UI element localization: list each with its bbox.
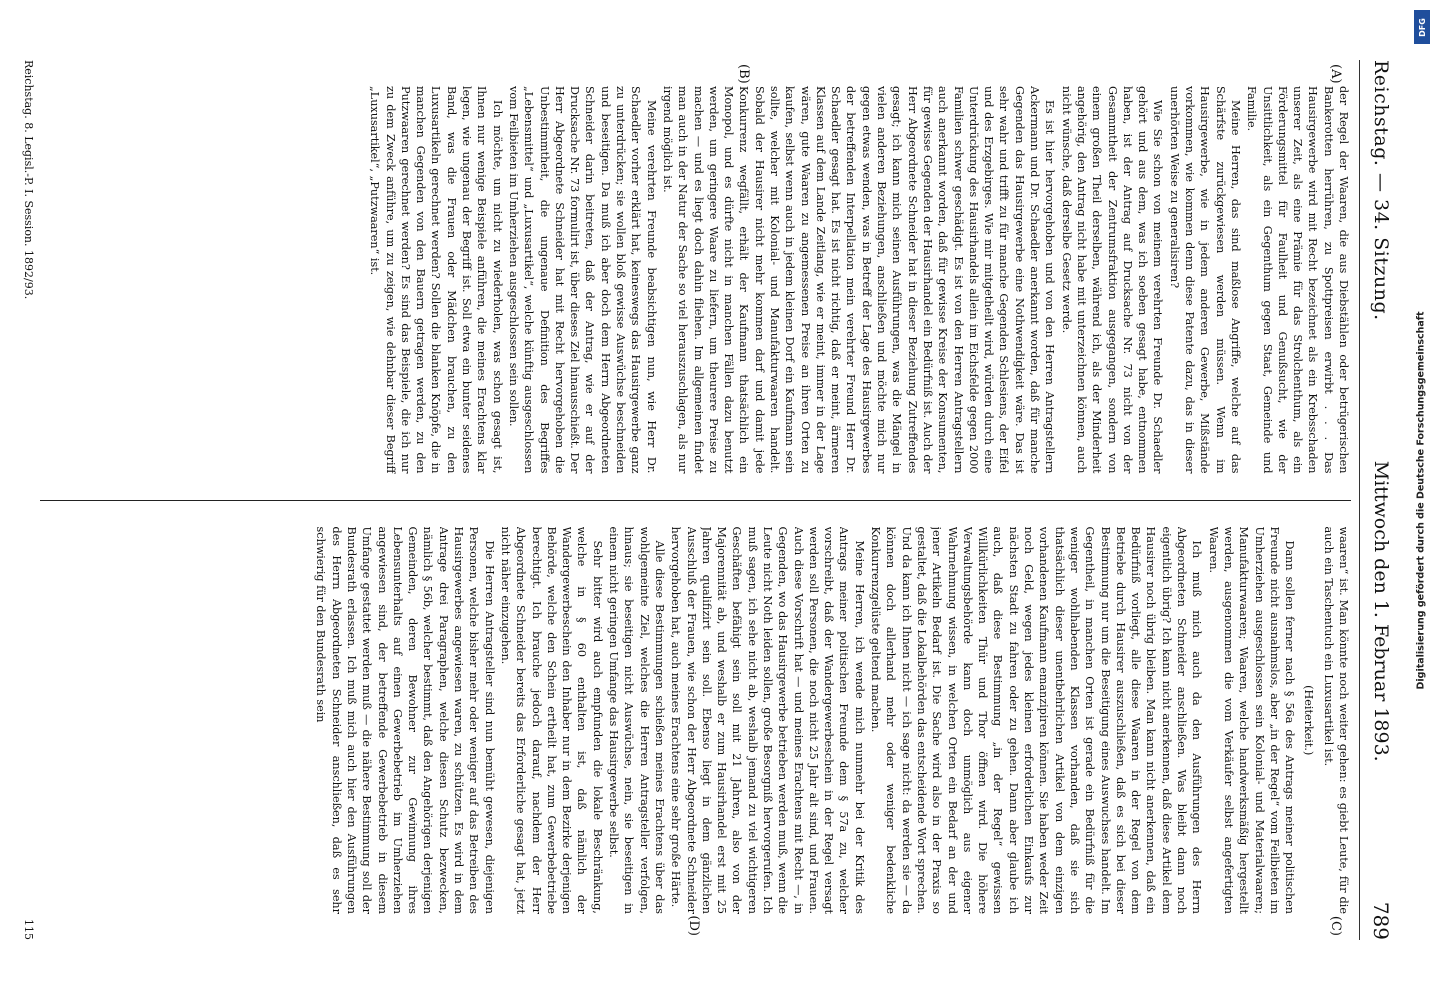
right-column <box>40 527 1351 941</box>
digitization-credit-text: Digitalisierung gefördert durch die Deutsche Forschungsgemeinschaft <box>1415 311 1427 689</box>
header-date: Mittwoch den 1. Februar 1893. <box>1370 460 1392 762</box>
paragraph: Sehr bitter wird auch empfunden die lokale Beschränkung, welche in § 60 enthalten ist, daß nämlich der Wandergewerbeschein den Inhaber nur in dem Bezirke derjenigen Behörde, welche den Schein ertheilt hat, zum Gewerbebetriebe berechtigt. Ich brauche jedoch darauf, nachdem der Herr Abgeordnete Schneider bereits das Erforderliche gesagt hat, jetzt nicht näher einzugehen. <box>498 526 604 914</box>
paragraph: der Regel der Waaren, die aus Diebstählen oder betrügerischen Bankerotten herrühren, zu Spottpreisen erwirbt . . . Das Hausirgewerbe wird mit Recht bezeichnet als ein Krebsschaden unserer Zeit, als eine Prämie für das Strolchenthum, als ein Förderungsmittel für Faulheit und Genußsucht, wie der Unsittlichkeit, als ein Gegenthum gegen Staat, Gemeinde und Familie. <box>1245 86 1350 474</box>
page-header <box>1364 60 1398 940</box>
scanned-page <box>16 20 1416 980</box>
text-columns <box>40 60 1360 940</box>
margin-marker-d: (D) <box>686 915 701 936</box>
applause-note: (Heiterkeit.) <box>1302 685 1316 756</box>
column-divider <box>40 500 1351 501</box>
paragraph: Wie Sie schon von meinem verehrten Freunde Dr. Schaedler gehört und aus dem, was ich soeben gesagt habe, entnommen haben, ist der Antrag auf Drucksache Nr. 73 nicht von der Gesammtheit der Zentrumsfraktion ausgegangen, sondern von einem großen Theil derselben, während ich, als der Minderheit angehörig, den Antrag nicht habe mit unterzeichnen können, auch nicht wünsche, daß derselbe Gesetz werde. <box>1059 86 1165 474</box>
paragraph: Ich muß mich auch da den Ausführungen des Herrn Abgeordneten Schneider anschließen. Was bleibt dann noch eigentlich übrig? Ich kann nicht anerkennen, daß diese Artikel dem Hausirer noch übrig bleiben. Man kann nicht anerkennen, daß ein Bedürfniß vorliegt, alle diese Waaren in der Regel von dem Betriebe durch Hausirer auszuschließen, daß es sich bei dieser Bestimmung nur um die Beseitigung eines Auswuchses handelt. Im Gegentheil, in manchen Orten ist gerade ein Bedürfniß für die weniger wohlhabenden Klassen vorhanden, daß sie sich thatsächlich dieser unentbehrlichen Artikel von dem einzigen vorhandenen Kaufmann emanzipiren können. Sie haben weder Zeit noch Geld, wegen jedes kleinen erforderlichen Einkaufs zur nächsten Stadt zu fahren oder zu gehen. Dann aber glaube ich auch, daß diese Bestimmung „in der Regel“ gewissen Willkürlichkeiten Thür und Thor öffnen wird. Die höhere Verwaltungsbehörde kann doch unmöglich aus eigener Wahrnehmung wissen, in welchen Orten ein Bedarf an der und jener Artikeln Bedarf ist. Die Sache wird also in der Praxis so gestaltet, daß die Lokalbehörden das entscheidende Wort sprechen. Und da kann ich Ihnen nicht — ich sage nicht: da werden sie — da können doch allerhand mehr oder weniger bedenkliche Konkurrenzgelüste geltend machen. <box>869 526 1204 914</box>
paragraph: Alle diese Bestimmungen schießen meines Erachtens über das wohlgemeinte Ziel, welches die Herren Antragsteller verfolgen, hinaus; sie beseitigen nicht Auswüchse, nein, sie beseitigen in einem nicht geringen Umfange das Hausirgewerbe selbst. <box>607 526 666 914</box>
left-column <box>40 60 1351 474</box>
digitization-credit <box>1410 0 1432 1000</box>
margin-marker-a: (A) <box>1328 64 1343 84</box>
footer-legislature: Reichstag. 8. Legisl.-P. I. Session. 1892/93. <box>22 60 35 300</box>
paragraph: Es ist hier hervorgehoben und von den Herren Antragstellern Ackermann und Dr. Schaedler anerkannt worden, daß für manche Gegenden das Hausirgewerbe eine Nothwendigkeit wäre. Das ist sehr wahr und trifft zu für manche Gegenden Schlesiens, der Eifel und des Erzgebirges. Wie mir mitgetheilt wird, würden durch eine Unterdrückung des Hausirhandels allein im Eichsfelde gegen 2000 Familien schwer geschädigt. Es ist von den Herren Antragstellern auch anerkannt worden, daß für gewisse Kreise der Konsumenten, für gewisse Gegenden der Hausirhandel ein Bedürfniß ist. Auch der Herr Abgeordnete Schneider hat in dieser Beziehung Zutreffendes gesagt; ich kann mich seinen Ausführungen, was die Mängel in vielen anderen Beziehungen, anschließen und möchte mich nur gegen etwas wenden, was in Betreff der Lage des Hausirgewerbes der betreffenden Interpellation mein verehrter Freund Herr Dr. Schaedler gesagt hat. Es ist nicht richtig, daß er meint, ärmeren Klassen auf dem Lande Zeitlang, wie er meint, immer in der Lage wären, gute Waaren zu angemessenen Preise an ihren Orten zu kaufen, selbst wenn auch in jedem kleinen Dorf ein Kaufmann sein sollte, welcher mit Kolonial- und Manufakturwaaren handelt. Sobald der Hausirer nicht mehr kommen darf und damit jede Konkurrenz wegfällt, erhält der Kaufmann thatsächlich ein Monopol, und es dürfte nicht in manchen Fällen dazu benutzt werden, um geringere Waare zu liefern, um theurere Preise zu machen — und es liegt doch dahin fliehen. Im allgemeinen findet man auch in der Natur der Sache so viel herauszuschlagen, als nur irgend möglich ist. <box>660 86 1057 474</box>
paragraph: Ich möchte, um nicht zu wiederholen, was schon gesagt ist, Ihnen nur wenige Beispiele anführen, die meines Erachtens klar legen, wie ungenau der Begriff ist. Soll etwa ein bunter seidenes Band, was die Frauen oder Mädchen brauchen, zu den Luxusartikeln gerechnet werden? Sollen die blanken Knöpfe, die in manchen Gegenden von den Bauern getragen werden, zu den Putzwaaren gerechnet werden? Es sind das Beispiele, die ich nur zu dem Zweck anführe, um zu zeigen, wie dehnbar dieser Begriff „Luxusartikel“, „Putzwaaren“ ist. <box>368 86 504 474</box>
paragraph: Die Herren Antragsteller sind nun bemüht gewesen, diejenigen Personen, welche bisher mehr oder weniger auf das Betreiben des Hausirgewerbes angewiesen waren, zu schützen. Es wird in dem Antrage drei Paragraphen, welche diesen Schutz bezwecken, nämlich § 56b, welcher bestimmt, daß den Angehörigen derjenigen Gemeinden, deren Bewohner zur Gewinnung ihres Lebensunterhalts auf einen Gewerbebetrieb im Umherziehen angewiesen sind, der betreffende Gewerbebetrieb in diesem Umfange gestattet werden muß — die nähere Bestimmung soll der Bundesrath erlassen. Ich muß mich auch hier den Ausführungen des Herrn Abgeordneten Schneider anschließen, daß es sehr schwierig für den Bundesrath sein <box>314 526 496 914</box>
dfg-logo-text: DFG <box>1417 17 1427 37</box>
margin-marker-b: (B) <box>736 64 751 84</box>
paragraph: Meine Herren, ich wende mich nunmehr bei der Kritik des Antrags meiner politischen Freunde dem § 57a zu, welcher vorschreibt, daß der Wandergewerbeschein in der Regel versagt werden soll Personen, die noch nicht 25 Jahr alt sind, und Frauen. Auch diese Vorschrift hat — und meines Erachtens mit Recht —, in Gegenden, wo das Hausirgewerbe betrieben werden muß, wenn die Leute nicht Noth leiden sollen, große Besorgniß hervorgerufen. Ich muß sagen, ich sehe nicht ab, weshalb jemand zu viel wichtigeren Geschäften befähigt sein soll mit 21 Jahren, also von der Majorennität ab, und weshalb er zum Hausirhandel erst mit 25 Jahren qualifizirt sein soll. Ebenso liegt in dem gänzlichen Ausschluß der Frauen, wie schon der Herr Abgeordnete Schneider hervorgehoben hat, auch meines Erachtens eine sehr große Härte. <box>669 526 866 914</box>
paragraph: Dann sollen ferner nach § 56a des Antrags meiner politischen Freunde nicht ausnahmslos, aber „in der Regel“ vom Feilbieten im Umherziehen ausgeschlossen sein Kolonial- und Materialwaaren; Manufakturwaaren; Waaren, welche handwerksmäßig hergestellt werden, ausgenommen die vom Verkäufer selbst angefertigten Waaren. <box>1206 526 1297 914</box>
footer-signature: 115 <box>22 919 35 940</box>
paragraph: Meine Herren, das sind maßlose Angriffe, welche auf das Schärfste zurückgewiesen werden müssen. Wenn im Hausirgewerbe, wie in jedem anderen Gewerbe, Mißstände vorkommen, wie kommen denn diese Patente dazu, das in dieser unerhörten Weise zu generalisiren? <box>1167 86 1242 474</box>
margin-marker-c: (C) <box>1328 915 1343 936</box>
paragraph: waaren“ ist. Man könnte noch weiter gehen: es giebt Leute, für die auch ein Taschentuch ein Luxusartikel ist. <box>1321 526 1350 914</box>
paragraph: Meine verehrten Freunde beabsichtigen nun, wie Herr Dr. Schaedler vorher erklärt hat, keineswegs das Hausirgewerbe ganz zu unterdrücken; sie wollen bloß gewisse Auswüchse beschneiden und beseitigen. Da muß ich aber doch dem Herrn Abgeordneten Schneider darin beitreten, daß der Antrag, wie er auf der Drucksache Nr. 73 formulirt ist, über dieses Ziel hinausschießt. Der Herr Abgeordnete Schneider hat mit Recht hervorgehoben die Unbestimmtheit, die ungenaue Definition des Begriffes „Lebensmittel“ und „Luxusartikel“, welche künftig ausgeschlossen vom Feilbieten im Umherziehen ausgeschlossen sein sollen. <box>506 86 658 474</box>
page-number: 789 <box>1369 901 1393 940</box>
header-session: Reichstag. — 34. Sitzung. <box>1370 60 1392 321</box>
